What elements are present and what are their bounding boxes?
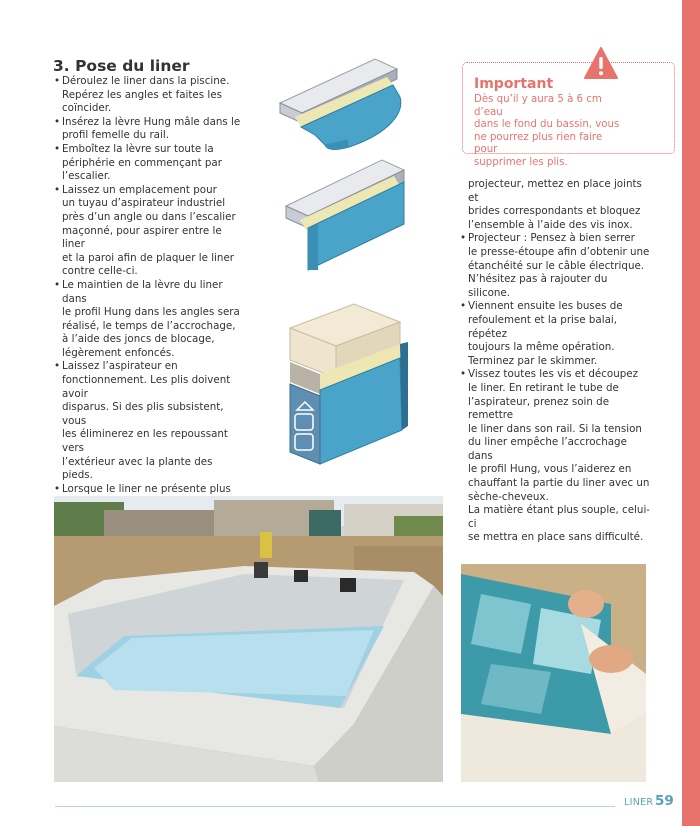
text-line: l’extérieur avec la plante des pieds. <box>62 455 213 482</box>
text-line: • Lorsque le liner ne présente plus <box>55 483 245 497</box>
text-line: La matière étant plus souple, celui-ci <box>468 504 651 530</box>
text-line: réalisé, le temps de l’accrochage, <box>62 319 236 332</box>
warning-triangle-icon <box>583 46 619 82</box>
section-title: 3. Pose du liner <box>53 57 190 75</box>
text-line: • Vissez toutes les vis et découpez <box>461 368 651 382</box>
text-line: le presse-étoupe afin d’obtenir une <box>468 245 650 258</box>
rail-profile-illustration <box>275 55 405 155</box>
text-line: un tuyau d’aspirateur industriel <box>62 197 226 210</box>
important-line: supprimer les plis. <box>474 156 568 168</box>
footer-rule <box>55 806 615 807</box>
text-line: et la paroi afin de plaquer le liner <box>62 251 235 264</box>
text-line: N’hésitez pas à rajouter du silicone. <box>468 273 608 299</box>
text-line: refoulement et la prise balai, répétez <box>468 313 618 340</box>
pool-wall-section-illustration <box>280 300 412 468</box>
text-line: • Emboîtez la lèvre sur toute la <box>55 143 245 157</box>
text-line: Repérez les angles et faites les <box>62 88 222 101</box>
text-line: maçonné, pour aspirer entre le liner <box>62 224 222 251</box>
page-edge-band <box>682 0 700 826</box>
instructions-column-1 <box>55 75 245 564</box>
text-line: coïncider. <box>62 102 112 115</box>
text-line: du liner empêche l’accrochage dans <box>468 436 627 462</box>
text-line: • Laissez l’aspirateur en <box>55 360 245 374</box>
footer-section-label: LINER <box>624 797 654 808</box>
text-line: • Insérez la lèvre Hung mâle dans le <box>55 116 245 130</box>
pool-construction-photo <box>54 496 443 782</box>
important-line: ne pourrez plus rien faire pour <box>474 131 603 155</box>
text-line: fonctionnement. Les plis doivent avoir <box>62 374 231 400</box>
text-line: l’ensemble à l’aide des vis inox. <box>468 218 633 231</box>
text-line: près d’un angle ou dans l’escalier <box>62 210 236 223</box>
important-text <box>474 94 624 169</box>
text-line: contre celle-ci. <box>62 265 138 278</box>
text-line: l’escalier. <box>62 170 111 183</box>
text-line: brides correspondants et bloquez <box>468 205 641 218</box>
text-line: chauffant la partie du liner avec un <box>468 477 650 490</box>
important-line: dans le fond du bassin, vous <box>474 119 620 130</box>
instructions-column-2 <box>461 178 651 545</box>
important-line: Dès qu’il y aura 5 à 6 cm d’eau <box>474 94 602 118</box>
page-number: 59 <box>655 793 674 809</box>
text-line: à l’aide des joncs de blocage, <box>62 333 215 346</box>
text-line: sèche-cheveux. <box>468 490 549 503</box>
text-line: • Projecteur : Pensez à bien serrer <box>461 232 651 246</box>
text-line: légèrement enfoncés. <box>62 346 175 359</box>
rail-liner-wall-illustration <box>282 158 410 273</box>
text-line: l’aspirateur, prenez soin de remettre <box>468 395 610 422</box>
text-line: le liner. En retirant le tube de <box>468 381 619 394</box>
text-line: étanchéité sur le câble électrique. <box>468 259 645 272</box>
important-callout <box>462 62 675 168</box>
text-line: le profil Hung, vous l’aiderez en <box>468 463 632 476</box>
text-line: • Le maintien de la lèvre du liner dans <box>55 279 245 306</box>
text-line: le profil Hung dans les angles sera <box>62 306 240 319</box>
text-line: • Déroulez le liner dans la piscine. <box>55 75 245 89</box>
text-line: les éliminerez en les repoussant vers <box>62 428 228 455</box>
liner-placement-photo <box>461 564 646 782</box>
text-line: le liner dans son rail. Si la tension <box>468 422 642 435</box>
text-line: se mettra en place sans difficulté. <box>468 531 644 544</box>
text-line: disparus. Si des plis subsistent, vous <box>62 401 224 427</box>
important-title: Important <box>474 76 554 92</box>
text-line: périphérie en commençant par <box>62 156 222 169</box>
text-line: profil femelle du rail. <box>62 129 169 142</box>
text-line: projecteur, mettez en place joints et <box>468 178 642 204</box>
text-line: toujours la même opération. <box>468 341 615 354</box>
text-line: • Laissez un emplacement pour <box>55 184 245 198</box>
text-line: • Viennent ensuite les buses de <box>461 300 651 314</box>
text-line: Terminez par le skimmer. <box>468 354 598 367</box>
